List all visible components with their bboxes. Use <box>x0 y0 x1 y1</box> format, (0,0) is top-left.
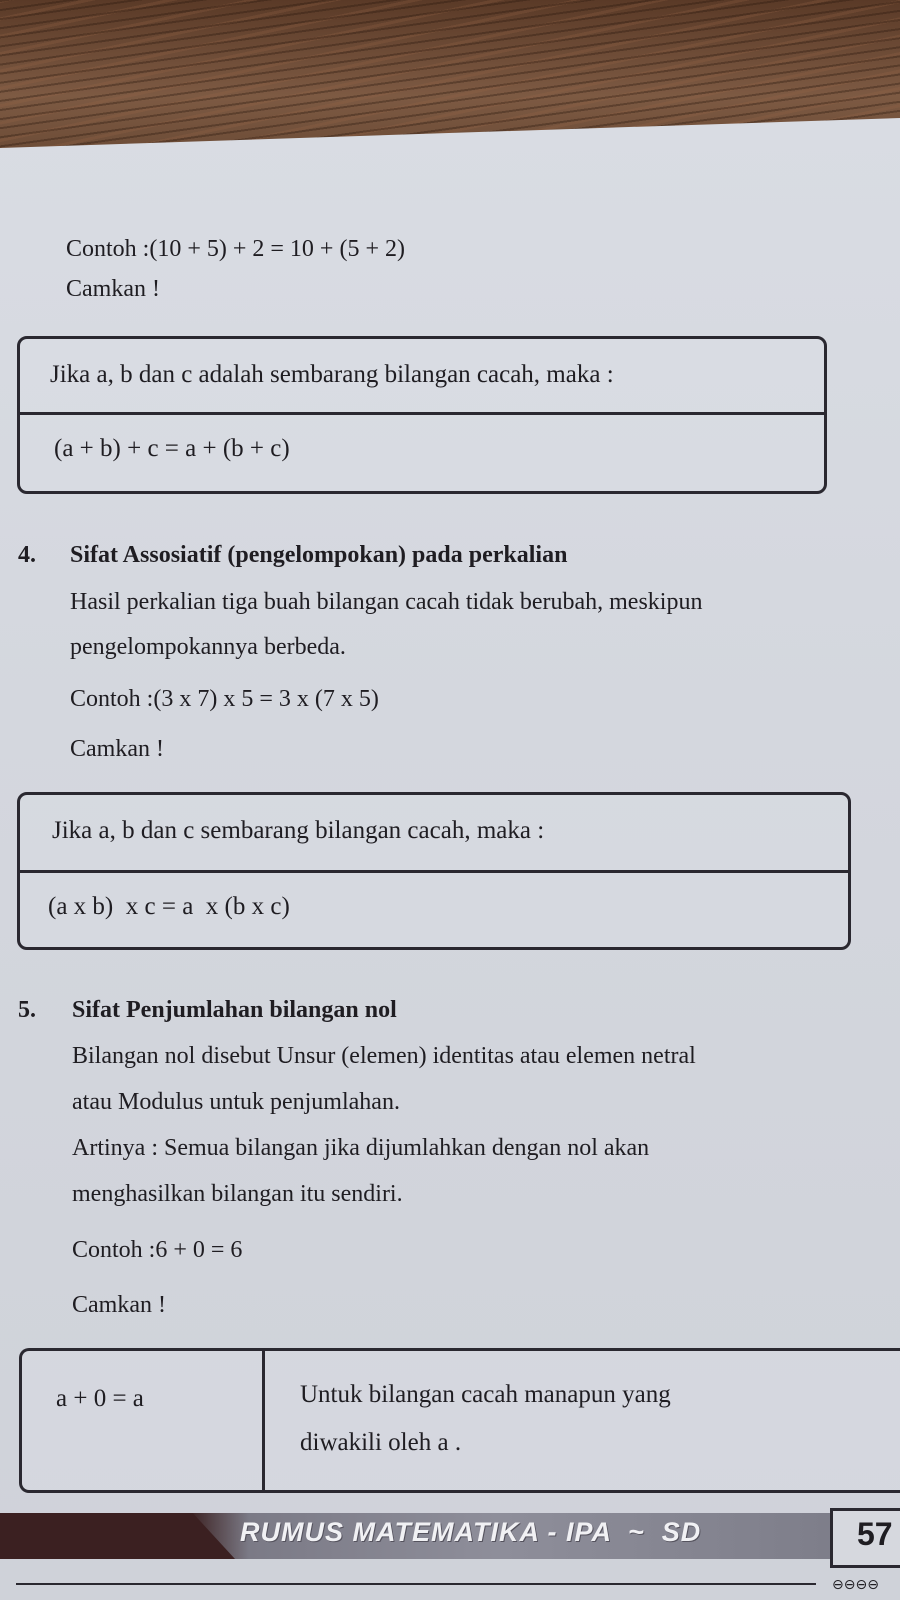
box-assoc-multiplication <box>17 792 851 950</box>
section-5-number: 5. <box>18 997 36 1023</box>
example-assoc-mul: Contoh :(3 x 7) x 5 = 3 x (7 x 5) <box>70 686 379 712</box>
section-5-title: Sifat Penjumlahan bilangan nol <box>72 997 397 1023</box>
section-5-text-line3: Artinya : Semua bilangan jika dijumlahkan dengan nol akan <box>72 1135 650 1161</box>
section-4-text-line2: pengelompokannya berbeda. <box>70 634 346 660</box>
box-zero-desc-line1: Untuk bilangan cacah manapun yang <box>300 1381 671 1408</box>
box-zero-identity <box>19 1348 900 1493</box>
box-assoc-add-formula: (a + b) + c = a + (b + c) <box>54 435 290 462</box>
section-4-title: Sifat Assosiatif (pengelompokan) pada perkalian <box>70 542 568 568</box>
box-divider <box>262 1351 265 1490</box>
box-zero-desc-line2: diwakili oleh a . <box>300 1429 462 1456</box>
section-4-text-line1: Hasil perkalian tiga buah bilangan cacah tidak berubah, meskipun <box>70 589 703 615</box>
section-5-text-line2: atau Modulus untuk penjumlahan. <box>72 1089 400 1115</box>
section-4-number: 4. <box>18 542 36 568</box>
example-assoc-add: Contoh :(10 + 5) + 2 = 10 + (5 + 2) <box>66 236 405 262</box>
box-assoc-addition <box>17 336 827 494</box>
box-assoc-add-header: Jika a, b dan c adalah sembarang bilangan cacah, maka : <box>50 361 614 388</box>
section-5-text-line1: Bilangan nol disebut Unsur (elemen) identitas atau elemen netral <box>72 1043 696 1069</box>
box-assoc-mul-formula: (a x b) x c = a x (b x c) <box>48 893 290 920</box>
note-camkan-2: Camkan ! <box>70 736 164 762</box>
page-number: 57 <box>857 1516 893 1552</box>
footer-rule <box>16 1583 816 1585</box>
box-zero-formula: a + 0 = a <box>56 1385 144 1412</box>
footer-banner-text: RUMUS MATEMATIKA - IPA ~ SD <box>240 1517 702 1547</box>
section-5-text-line4: menghasilkan bilangan itu sendiri. <box>72 1181 403 1207</box>
box-assoc-mul-header: Jika a, b dan c sembarang bilangan cacah, maka : <box>52 817 545 844</box>
footer-chain-ornament: ⊖⊖⊖⊖ <box>832 1577 879 1593</box>
note-camkan-3: Camkan ! <box>72 1292 166 1318</box>
note-camkan-1: Camkan ! <box>66 276 160 302</box>
example-zero-add: Contoh :6 + 0 = 6 <box>72 1237 243 1263</box>
